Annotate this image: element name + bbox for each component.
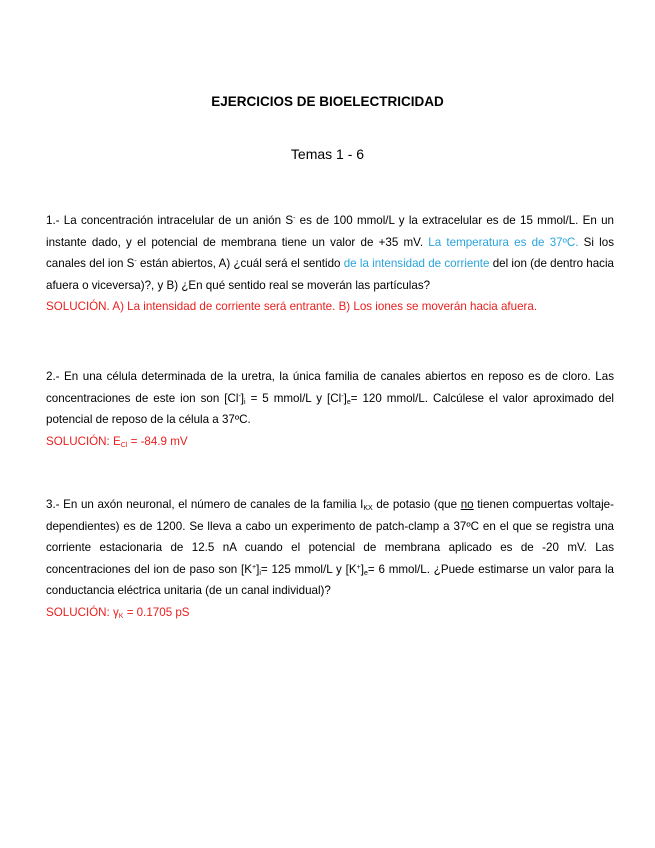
highlight-current: de la intensidad de corriente (343, 257, 490, 270)
exercise-3-solution: SOLUCIÓN: $\gamma_K = 0.1705$ pS (46, 605, 190, 620)
exercise-1-solution: SOLUCIÓN. A) La intensidad de corriente será entrante. B) Los iones se moverán hacia afuera. (46, 300, 538, 313)
highlight-temperature: La temperatura es de 37ºC. (428, 235, 579, 249)
exercise-1 (46, 210, 614, 318)
exercise-1-statement: 1.- La concentración intracelular de un anión S- es de 100 mmol/L y la extracelular es de 15 mmol/L. En un instante dado, y el potencial de membrana tiene un valor de +35 mV. La temperatura es de 37ºC. Si los canales del ion S- están abiertos, A) ¿cuál será el sentido de la intensidad de corriente del ion (de dentro hacia afuera o viceversa)?, y B) ¿En qué sentido real se moverán las partículas? (46, 214, 615, 292)
exercise-3-statement: 3.- En un axón neuronal, el número de canales de la familia $I_{KX}$ de potasio (que no tienen compuertas voltaje-dependientes) es de 1200. Se lleva a cabo un experimento de patch-clamp a 37ºC en el que se registra una corriente estacionaria de 12.5 nA cuando el potencial de membrana aplicado es de -20 mV. Las concentraciones del ion de paso son $[K^+]_i= 125$ mmol/L y $[K^+]_e= 6$ mmol/L. ¿Puede estimarse un valor para la conductancia eléctrica unitaria (de un canal individual)? (46, 498, 614, 597)
page-subtitle: Temas 1 - 6 (290, 146, 365, 162)
exercise-2 (46, 366, 614, 452)
exercise-3 (46, 494, 614, 623)
exercise-2-statement: 2.- En una célula determinada de la uretra, la única familia de canales abiertos en reposo es de cloro. Las concentraciones de este ion son $[Cl^-]_i = 5$ mmol/L y $[Cl^-]_e= 120$ mmol/L. Calcúlese el valor aproximado del potencial de reposo de la célula a 37ºC. (46, 370, 614, 426)
page-title: EJERCICIOS DE BIOELECTRICIDAD (211, 94, 444, 109)
exercise-2-solution: SOLUCIÓN: $E_{Cl} = -84.9$ mV (46, 434, 188, 449)
